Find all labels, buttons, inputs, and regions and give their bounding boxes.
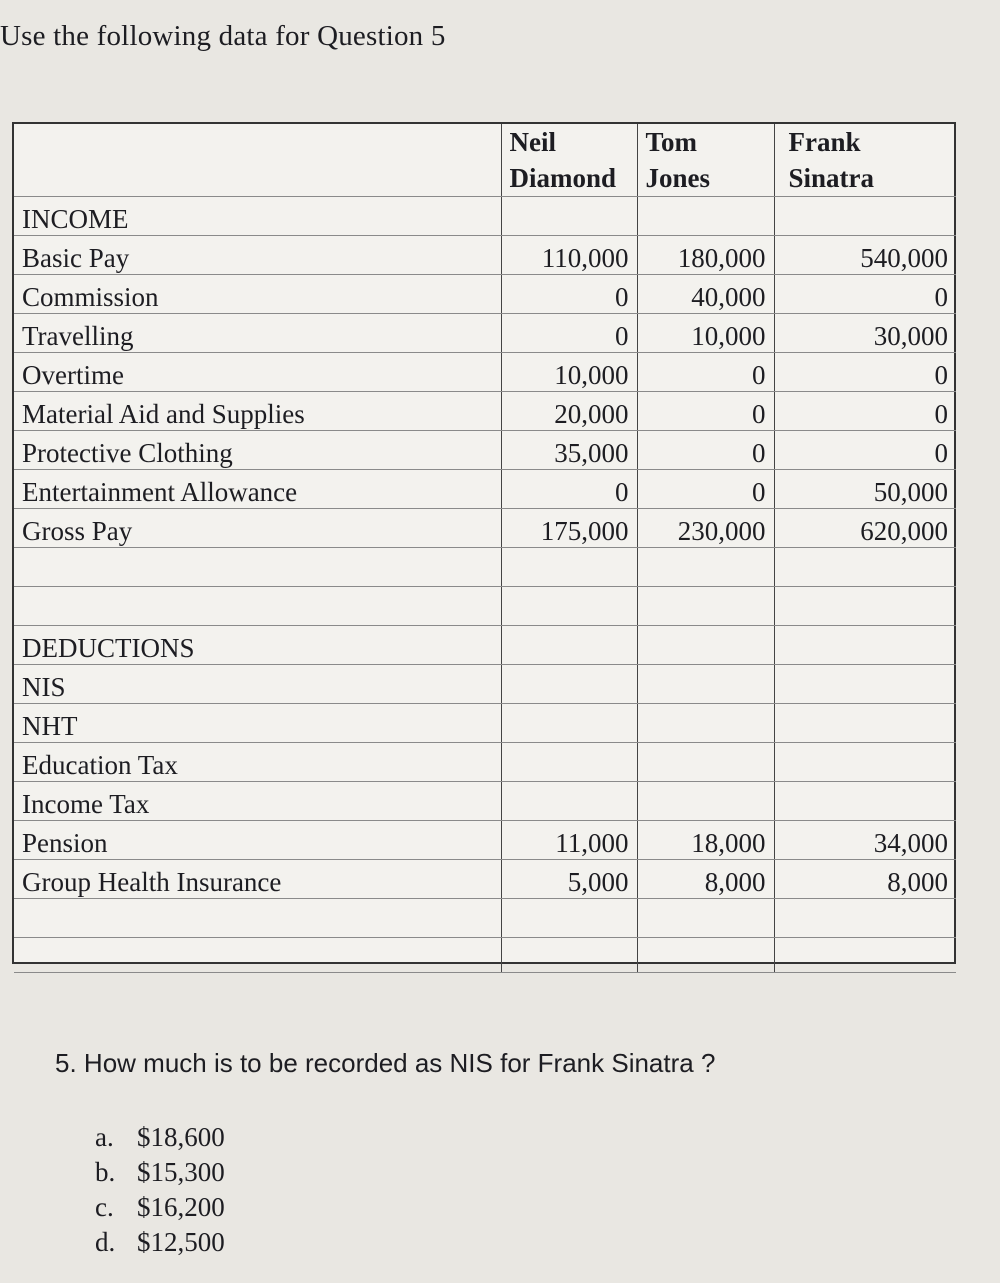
answer-option[interactable] [95,1155,225,1190]
row-value: 0 [774,275,956,314]
row-label: Material Aid and Supplies [14,392,501,431]
row-value: 18,000 [637,821,774,860]
row-label: NIS [14,665,501,704]
row-value [774,626,956,665]
row-label: Protective Clothing [14,431,501,470]
row-value [774,782,956,821]
row-value: 230,000 [637,509,774,548]
row-value: 180,000 [637,236,774,275]
row-value [501,743,637,782]
row-value: 35,000 [501,431,637,470]
row-value [774,704,956,743]
row-value: 0 [501,470,637,509]
answer-option[interactable] [95,1190,225,1225]
income-row [14,314,956,353]
row-value: 110,000 [501,236,637,275]
option-letter: d. [95,1227,116,1257]
row-value: 50,000 [774,470,956,509]
blank-cell [774,548,956,587]
row-value [501,782,637,821]
option-letter: c. [95,1192,114,1222]
blank-cell [501,938,637,973]
blank-row [14,587,956,626]
row-value [774,665,956,704]
income-row [14,392,956,431]
blank-cell [14,938,501,973]
row-value [501,197,637,236]
row-label: Pension [14,821,501,860]
blank-cell [14,587,501,626]
answer-option[interactable] [95,1225,225,1260]
row-value [637,626,774,665]
row-label: Commission [14,275,501,314]
row-value [774,743,956,782]
blank-cell [637,587,774,626]
row-value [501,626,637,665]
payroll-table [12,122,956,964]
row-label: DEDUCTIONS [14,626,501,665]
option-letter: b. [95,1157,116,1187]
row-label: Education Tax [14,743,501,782]
header-row [14,124,956,197]
header-frank-sinatra: Frank Sinatra [774,124,956,197]
row-value [637,197,774,236]
row-value: 0 [637,353,774,392]
option-value: $18,600 [137,1122,225,1152]
row-value: 30,000 [774,314,956,353]
income-row [14,431,956,470]
row-value: 11,000 [501,821,637,860]
row-value: 540,000 [774,236,956,275]
answer-options [95,1120,225,1260]
row-value: 10,000 [501,353,637,392]
row-label: INCOME [14,197,501,236]
header-blank [14,124,501,197]
row-label: Basic Pay [14,236,501,275]
blank-cell [774,938,956,973]
income-row [14,353,956,392]
payroll-grid [14,124,956,973]
blank-cell [501,899,637,938]
row-value: 0 [774,392,956,431]
question-text: How much is to be recorded as NIS for Frank Sinatra ? [83,1048,716,1078]
intro-text: Use the following data for Question 5 [0,20,446,52]
blank-cell [14,899,501,938]
row-value: 0 [637,431,774,470]
income-row [14,236,956,275]
row-value: 0 [774,353,956,392]
deduction-row [14,860,956,899]
row-value [637,743,774,782]
row-value [501,704,637,743]
blank-row [14,938,956,973]
row-label: Group Health Insurance [14,860,501,899]
row-value: 40,000 [637,275,774,314]
row-label: Gross Pay [14,509,501,548]
blank-cell [774,899,956,938]
row-value: 5,000 [501,860,637,899]
blank-row [14,548,956,587]
blank-cell [637,938,774,973]
row-value: 8,000 [774,860,956,899]
header-neil-diamond: Neil Diamond [501,124,637,197]
row-value [637,704,774,743]
row-label: NHT [14,704,501,743]
blank-cell [501,587,637,626]
row-value [637,782,774,821]
blank-cell [637,899,774,938]
row-value: 175,000 [501,509,637,548]
option-value: $16,200 [137,1192,225,1222]
income-row [14,509,956,548]
row-value: 8,000 [637,860,774,899]
answer-option[interactable] [95,1120,225,1155]
row-value: 0 [774,431,956,470]
blank-cell [501,548,637,587]
option-value: $12,500 [137,1227,225,1257]
deduction-row [14,665,956,704]
blank-cell [774,587,956,626]
row-value [774,197,956,236]
option-value: $15,300 [137,1157,225,1187]
row-value: 0 [637,470,774,509]
row-value: 34,000 [774,821,956,860]
blank-row [14,899,956,938]
row-value: 0 [501,314,637,353]
row-value [637,665,774,704]
row-value: 0 [501,275,637,314]
row-value: 20,000 [501,392,637,431]
income-heading-row [14,197,956,236]
option-letter: a. [95,1122,114,1152]
row-value: 0 [637,392,774,431]
row-value: 620,000 [774,509,956,548]
deduction-row [14,743,956,782]
row-value [501,665,637,704]
question-number: 5. [55,1048,77,1078]
question-5 [55,1048,715,1079]
income-row [14,275,956,314]
row-label: Travelling [14,314,501,353]
row-label: Entertainment Allowance [14,470,501,509]
blank-cell [637,548,774,587]
header-tom-jones: Tom Jones [637,124,774,197]
deductions-heading-row [14,626,956,665]
income-row [14,470,956,509]
row-label: Income Tax [14,782,501,821]
deduction-row [14,782,956,821]
deduction-row [14,704,956,743]
blank-cell [14,548,501,587]
row-label: Overtime [14,353,501,392]
deduction-row [14,821,956,860]
row-value: 10,000 [637,314,774,353]
